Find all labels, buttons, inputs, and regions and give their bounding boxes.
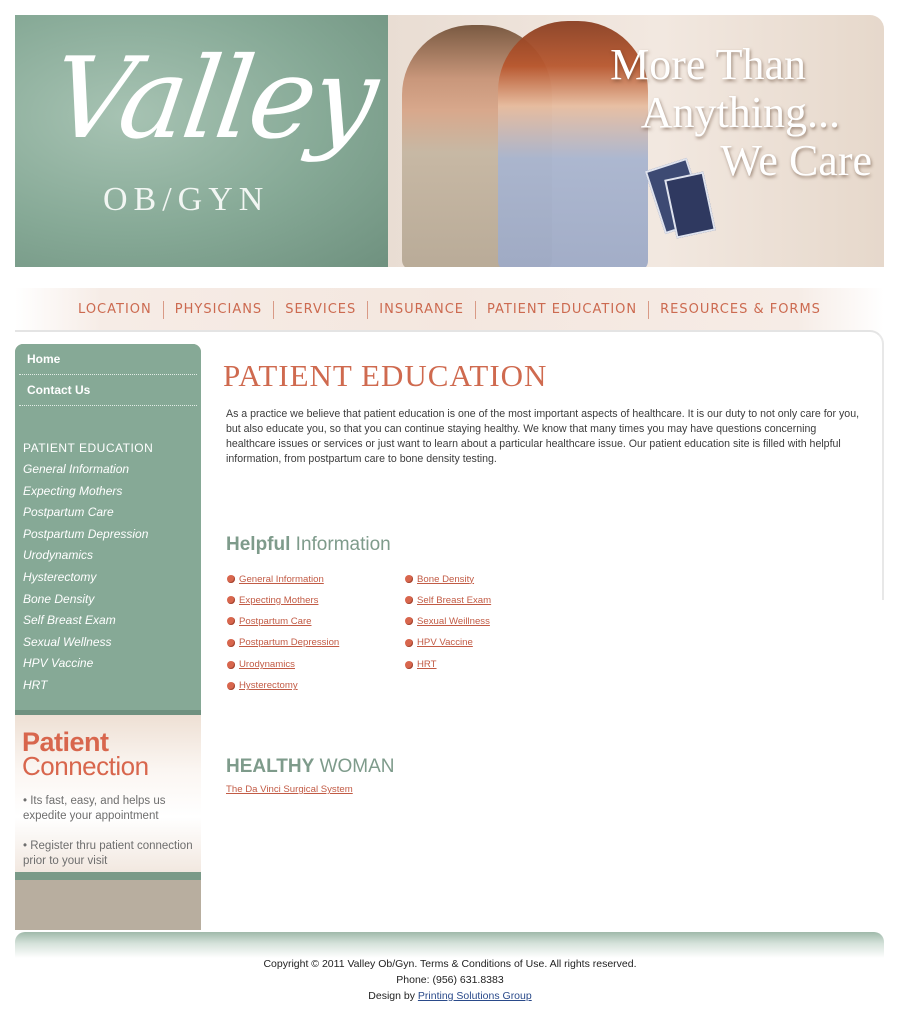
page-title: PATIENT EDUCATION	[223, 358, 548, 393]
helpful-link-label: Sexual Weillness	[417, 615, 490, 627]
logo-script-text: Valley	[43, 34, 383, 164]
logo-subtitle: OB/GYN	[103, 181, 270, 218]
bullet-icon	[227, 617, 235, 625]
nav-physicians[interactable]: PHYSICIANS	[163, 301, 273, 319]
helpful-heading-bold: Helpful	[226, 534, 291, 555]
helpful-link-bone-density[interactable]	[405, 569, 491, 589]
nav-insurance[interactable]: INSURANCE	[367, 301, 475, 319]
helpful-link-label: Hysterectomy	[239, 680, 298, 692]
promo-title-connection: Connection	[22, 751, 149, 781]
footer-design-label: Design by	[368, 990, 415, 1002]
helpful-links-column-2	[405, 569, 491, 676]
sidebar-item-general-information[interactable]: General Information	[23, 462, 130, 476]
sidebar-divider-bottom	[15, 872, 201, 880]
nav-patient-education[interactable]: PATIENT EDUCATION	[475, 301, 648, 319]
helpful-link-urodynamics[interactable]	[227, 655, 339, 675]
bullet-icon	[227, 661, 235, 669]
header-banner	[15, 15, 884, 267]
helpful-link-label: General Information	[239, 573, 324, 585]
sidebar-item-bone-density[interactable]: Bone Density	[23, 591, 95, 606]
sidebar-item-hpv-vaccine[interactable]: HPV Vaccine	[23, 656, 94, 671]
promo-bullet-1: • Its fast, easy, and helps us expedite your appointment	[23, 795, 166, 822]
helpful-link-label: Urodynamics	[239, 659, 295, 671]
helpful-link-postpartum-depression[interactable]	[227, 633, 339, 653]
sidebar-item-hrt[interactable]: HRT	[23, 677, 48, 692]
helpful-link-self-breast-exam[interactable]	[405, 590, 491, 610]
sidebar	[15, 344, 201, 930]
bullet-icon	[227, 575, 235, 583]
helpful-link-label: Bone Density	[417, 573, 475, 585]
bullet-icon	[227, 596, 235, 604]
nav-resources-forms[interactable]: RESOURCES & FORMS	[648, 301, 832, 319]
nav-services[interactable]: SERVICES	[273, 301, 367, 319]
helpful-link-label: Postpartum Care	[239, 615, 312, 627]
main-navigation	[15, 288, 884, 332]
footer-phone: Phone: (956) 631.8383	[396, 974, 504, 986]
nav-location[interactable]: LOCATION	[78, 302, 152, 317]
sidebar-menu	[15, 344, 201, 710]
tagline-line-3: We Care	[720, 136, 872, 185]
sidebar-heading: PATIENT EDUCATION	[23, 441, 154, 455]
helpful-link-expecting-mothers[interactable]	[227, 590, 339, 610]
helpful-links-column-1	[227, 569, 339, 697]
helpful-heading-rest: Information	[295, 534, 391, 555]
helpful-link-hysterectomy[interactable]	[227, 676, 339, 696]
bullet-icon	[405, 575, 413, 583]
helpful-link-sexual-wellness[interactable]	[405, 611, 491, 631]
helpful-link-label: Expecting Mothers	[239, 594, 319, 606]
footer-copyright: Copyright © 2011 Valley Ob/Gyn. Terms & Conditions of Use. All rights reserved.	[263, 958, 637, 970]
footer-design-link[interactable]: Printing Solutions Group	[417, 990, 532, 1002]
bullet-icon	[405, 617, 413, 625]
sidebar-item-hysterectomy[interactable]: Hysterectomy	[23, 569, 97, 584]
helpful-link-hpv-vaccine[interactable]	[405, 633, 491, 653]
patient-connection-promo[interactable]	[15, 715, 201, 872]
helpful-link-label: Self Breast Exam	[417, 594, 492, 606]
header-photo	[388, 15, 884, 267]
healthy-heading-rest: WOMAN	[319, 756, 395, 777]
bullet-icon	[227, 682, 235, 690]
helpful-link-general-information[interactable]	[227, 569, 339, 589]
sidebar-item-contact-us[interactable]: Contact Us	[19, 375, 197, 406]
sidebar-item-postpartum-depression[interactable]: Postpartum Depression	[23, 526, 149, 541]
site-logo[interactable]	[15, 15, 388, 267]
sidebar-link-list	[23, 460, 148, 698]
sidebar-item-sexual-wellness[interactable]: Sexual Wellness	[23, 634, 112, 649]
sidebar-item-home[interactable]: Home	[19, 344, 197, 375]
sidebar-item-expecting-mothers[interactable]: Expecting Mothers	[23, 483, 123, 498]
footer-design-credit	[0, 990, 900, 1002]
sidebar-item-postpartum-care[interactable]: Postpartum Care	[23, 505, 114, 520]
footer-band	[15, 932, 884, 958]
header-tagline	[572, 41, 872, 185]
healthy-woman-heading	[226, 756, 395, 778]
healthy-heading-bold: HEALTHY	[226, 756, 315, 777]
tagline-line-1: More Than	[610, 40, 806, 89]
davinci-surgical-link[interactable]: The Da Vinci Surgical System	[226, 784, 353, 795]
promo-bullet-2: • Register thru patient connection prior to your visit	[23, 840, 193, 867]
promo-title-patient: Patient	[22, 727, 109, 757]
helpful-information-heading	[226, 534, 391, 556]
bullet-icon	[227, 639, 235, 647]
sidebar-item-urodynamics[interactable]: Urodynamics	[23, 548, 94, 563]
helpful-link-label: HPV Vaccine	[417, 637, 473, 649]
helpful-link-hrt[interactable]	[405, 655, 491, 675]
bullet-icon	[405, 639, 413, 647]
tagline-line-2: Anything...	[640, 88, 840, 137]
helpful-link-label: HRT	[417, 659, 437, 671]
intro-paragraph: As a practice we believe that patient education is one of the most important aspects of healthcare. It is our duty to not only care for you, but also educate you, so that you can continue staying healthy. We know that many times you may have questions concerning healthcare issues or services or just want to learn about a particular healthcare issue. Our patient education site is filled with helpful information, from postpartum care to bone density testing.	[226, 408, 860, 465]
helpful-link-postpartum-care[interactable]	[227, 611, 339, 631]
sidebar-item-self-breast-exam[interactable]: Self Breast Exam	[23, 613, 116, 628]
helpful-link-label: Postpartum Depression	[239, 637, 340, 649]
bullet-icon	[405, 596, 413, 604]
bullet-icon	[405, 661, 413, 669]
